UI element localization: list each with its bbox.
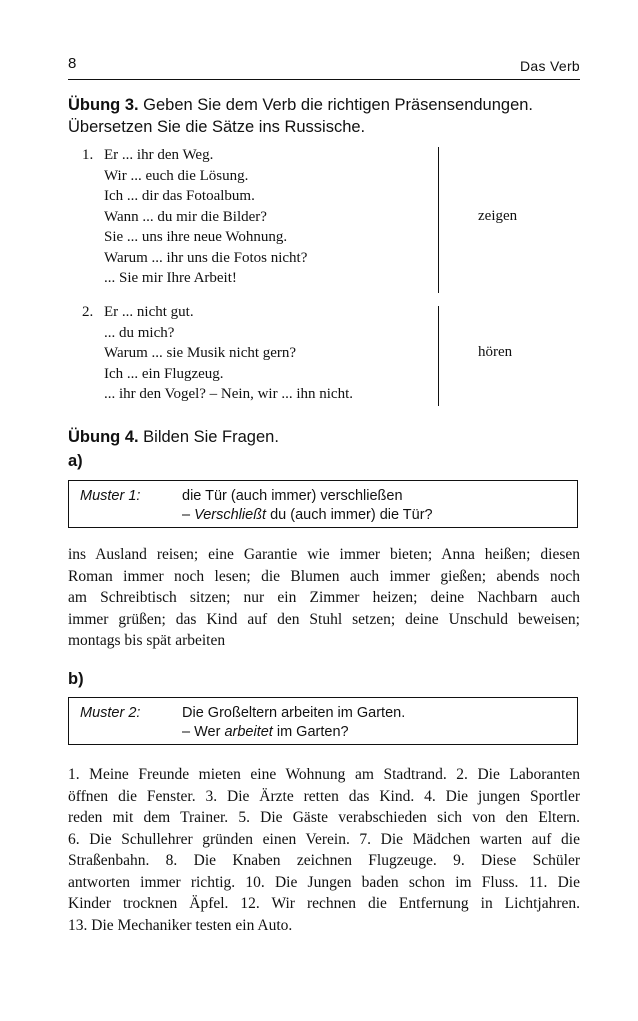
exercise-3-title: Übung 3.	[68, 96, 139, 114]
sentence: Warum ... sie Musik nicht gern?	[104, 345, 297, 361]
text-line: montags bis spät arbeiten	[68, 632, 226, 649]
muster-2-box	[68, 697, 578, 745]
part-a-text	[68, 544, 580, 652]
running-title: Das Verb	[520, 58, 580, 74]
exercise-3-instruction-line2: Übersetzen Sie die Sätze ins Russische.	[68, 118, 366, 136]
part-b-text	[68, 764, 580, 936]
sentence-list	[104, 302, 353, 405]
muster-1-box	[68, 480, 578, 528]
exercise-4-title: Übung 4.	[68, 428, 139, 446]
text-line: Straßenbahn. 8. Die Knaben zeichnen Flugzeuge. 9. Diese Schüler	[68, 852, 580, 869]
sentence: ... Sie mir Ihre Arbeit!	[104, 270, 237, 286]
group-number: 1.	[82, 147, 94, 163]
sentence: ... du mich?	[104, 324, 175, 341]
muster-example: Die Großeltern arbeiten im Garten.	[182, 705, 406, 721]
muster-label: Muster 2:	[80, 705, 141, 721]
part-b-label: b)	[68, 670, 84, 688]
muster-answer: – Verschließt du (auch immer) die Tür?	[182, 507, 433, 523]
exercise-4-heading	[68, 426, 588, 448]
text-line: 13. Die Mechaniker testen ein Auto.	[68, 916, 293, 934]
group-number: 2.	[82, 304, 94, 320]
sentence: Er ... nicht gut.	[104, 304, 194, 320]
group-2-divider	[438, 306, 439, 406]
text-line: ins Ausland reisen; eine Garantie wie immer bieten; Anna heißen; diesen	[68, 546, 580, 563]
muster-answer: – Wer arbeitet im Garten?	[182, 724, 349, 740]
text-line: Roman immer noch lesen; die Blumen auch immer gießen; abends noch	[68, 567, 580, 585]
group-1-divider	[438, 147, 439, 293]
text-line: reden mit dem Trainer. 5. Die Gäste verabschieden sich von den Eltern.	[68, 809, 580, 826]
exercise-3-instruction-line1: Geben Sie dem Verb die richtigen Präsensendungen.	[143, 96, 534, 114]
page-header	[68, 55, 580, 80]
exercise-3-heading	[68, 94, 588, 138]
sentence: ... ihr den Vogel? – Nein, wir ... ihn nicht.	[104, 386, 353, 402]
muster-label: Muster 1:	[80, 488, 141, 504]
sentence: Er ... ihr den Weg.	[104, 147, 214, 163]
text-line: 1. Meine Freunde mieten eine Wohnung am Stadtrand. 2. Die Laboranten	[68, 766, 580, 783]
sentence: Wann ... du mir die Bilder?	[104, 208, 267, 225]
text-line: am Schreibtisch sitzen; nur ein Zimmer heizen; deine Nachbarn auch	[68, 589, 580, 606]
sentence: Warum ... ihr uns die Fotos nicht?	[104, 249, 308, 266]
text-line: immer grüßen; das Kind auf den Stuhl setzen; deine Unschuld beweisen;	[68, 610, 580, 628]
sentence: Wir ... euch die Lösung.	[104, 167, 249, 184]
muster-example: die Tür (auch immer) verschließen	[182, 488, 403, 504]
text-line: 6. Die Schullehrer gründen einen Verein. 7. Die Mädchen warten auf die	[68, 830, 580, 848]
part-a-label: a)	[68, 452, 83, 470]
text-line: Kinder trocknen Äpfel. 12. Wir rechnen die Entfernung in Lichtjahren.	[68, 895, 580, 912]
sentence: Ich ... ein Flugzeug.	[104, 365, 224, 382]
group-1-verb: zeigen	[478, 208, 518, 224]
sentence-list	[104, 145, 307, 289]
sentence: Ich ... dir das Fotoalbum.	[104, 188, 255, 204]
exercise-4-instruction: Bilden Sie Fragen.	[143, 428, 279, 446]
group-2-verb: hören	[478, 344, 513, 360]
sentence: Sie ... uns ihre neue Wohnung.	[104, 229, 288, 245]
text-line: öffnen die Fenster. 3. Die Ärzte retten das Kind. 4. Die jungen Sportler	[68, 787, 580, 805]
page-number: 8	[68, 55, 77, 72]
text-line: antworten immer richtig. 10. Die Jungen baden schon im Fluss. 11. Die	[68, 873, 580, 891]
